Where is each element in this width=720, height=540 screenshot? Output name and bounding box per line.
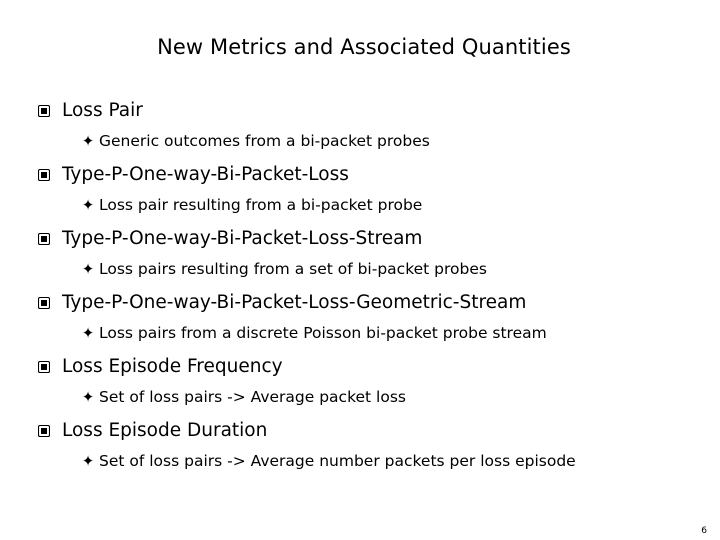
bullet-level2 xyxy=(80,446,708,476)
bullet-level1 xyxy=(38,288,708,318)
bullet-label: Loss Episode Duration xyxy=(62,420,268,441)
bullet-level2 xyxy=(80,318,708,348)
bullet-level1 xyxy=(38,224,708,254)
slide-title: New Metrics and Associated Quantities xyxy=(157,35,571,59)
bullet-label: Loss Pair xyxy=(62,100,143,121)
sub-bullet-label: Set of loss pairs -> Average packet loss xyxy=(99,388,406,406)
q-square-bullet-icon xyxy=(38,361,50,373)
bullet-label: Loss Episode Frequency xyxy=(62,356,283,377)
q-square-bullet-icon xyxy=(38,297,50,309)
four-point-star-icon: ✦ xyxy=(81,260,95,278)
list-item xyxy=(38,352,708,412)
four-point-star-icon: ✦ xyxy=(81,132,95,150)
sub-bullet-label: Loss pairs resulting from a set of bi-packet probes xyxy=(99,260,487,278)
q-square-bullet-icon xyxy=(38,425,50,437)
page-number: 6 xyxy=(701,526,707,536)
four-point-star-icon: ✦ xyxy=(81,196,95,214)
sub-bullet-label: Generic outcomes from a bi-packet probes xyxy=(99,132,430,150)
list-item xyxy=(38,160,708,220)
bullet-label: Type-P-One-way-Bi-Packet-Loss-Stream xyxy=(62,228,423,249)
bullet-level1 xyxy=(38,352,708,382)
bullet-level1 xyxy=(38,160,708,190)
bullet-level2 xyxy=(80,382,708,412)
list-item xyxy=(38,96,708,156)
four-point-star-icon: ✦ xyxy=(81,452,95,470)
bullet-level2 xyxy=(80,126,708,156)
sub-bullet-label: Loss pair resulting from a bi-packet probe xyxy=(99,196,423,214)
sub-bullet-label: Set of loss pairs -> Average number packets per loss episode xyxy=(99,452,576,470)
four-point-star-icon: ✦ xyxy=(81,388,95,406)
q-square-bullet-icon xyxy=(38,233,50,245)
four-point-star-icon: ✦ xyxy=(81,324,95,342)
bullet-list xyxy=(38,96,708,480)
bullet-level2 xyxy=(80,190,708,220)
list-item xyxy=(38,416,708,476)
q-square-bullet-icon xyxy=(38,105,50,117)
bullet-level1 xyxy=(38,416,708,446)
bullet-level2 xyxy=(80,254,708,284)
list-item xyxy=(38,224,708,284)
q-square-bullet-icon xyxy=(38,169,50,181)
bullet-level1 xyxy=(38,96,708,126)
list-item xyxy=(38,288,708,348)
bullet-label: Type-P-One-way-Bi-Packet-Loss xyxy=(62,164,349,185)
sub-bullet-label: Loss pairs from a discrete Poisson bi-packet probe stream xyxy=(99,324,547,342)
bullet-label: Type-P-One-way-Bi-Packet-Loss-Geometric-Stream xyxy=(62,292,527,313)
